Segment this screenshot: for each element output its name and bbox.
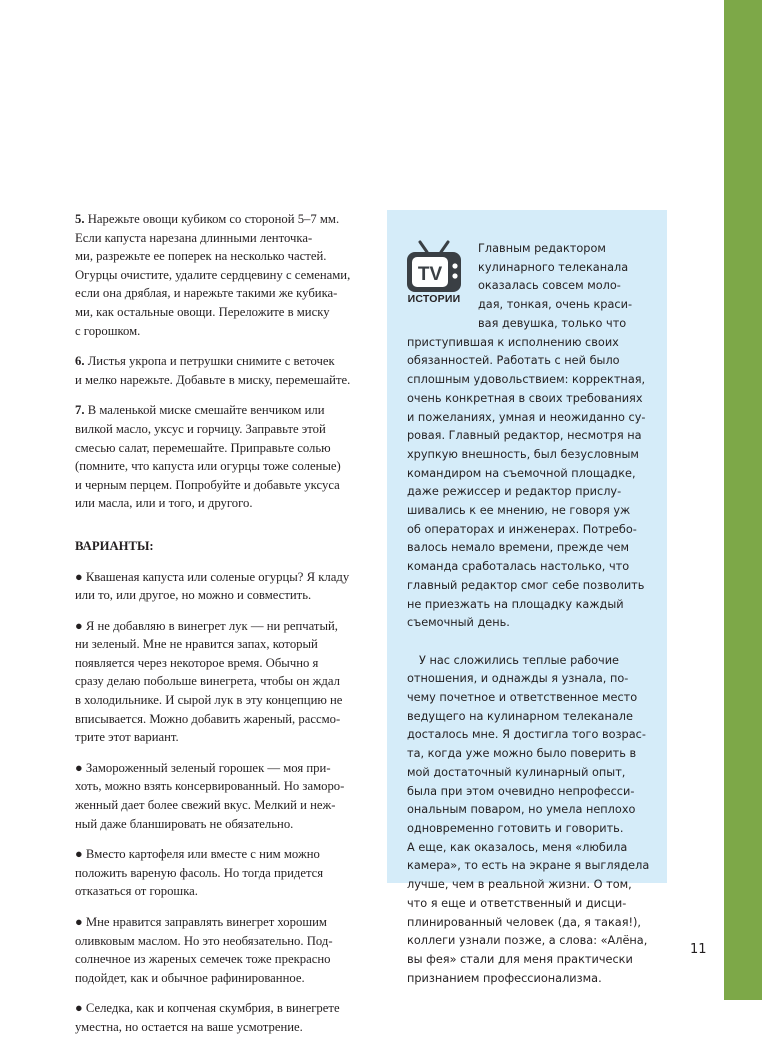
- step-5: [75, 210, 367, 340]
- variant-item: ● Я не добавляю в винегрет лук — ни репчатый, ни зеленый. Мне не нравится запах, который появляется через некоторое время. Обычно я сразу делаю побольше винегрета, чтобы он ждал в холодильнике. И сырой лук в эту концепцию не вписывается. Можно добавить жареный, рассмо- трите этот вариант.: [75, 618, 343, 745]
- sidebar-paragraph: приступившая к исполнению своих обязанностей. Работать с ней было сплошным удовольствием: корректная, очень конкретная в своих требованиях и пожеланиях, умная и неожиданно су- ровая. Главный редактор, несмотря на хрупкую внешность, был безусловным командиром на съемочной площадке, даже режиссер и редактор прислу- шивались к ее мнению, не говоря уж об операторах и инженерах. Потребо- валось немало времени, прежде чем команда сработалась настолько, что главный редактор смог себе позволить не приезжать на площадку каждый съемочный день.: [407, 335, 646, 630]
- recipe-steps-column: [75, 210, 367, 1049]
- page-number: 11: [690, 942, 707, 957]
- tv-logo-caption: ИСТОРИИ: [407, 293, 461, 305]
- variant-item: ● Селедка, как и копченая скумбрия, в винегрете уместна, но остается на ваше усмотрение.: [75, 1001, 340, 1034]
- variant-item: ● Вместо картофеля или вместе с ним можно положить вареную фасоль. Но тогда придется отказаться от горошка.: [75, 847, 324, 899]
- sidebar-body: [407, 315, 669, 1007]
- sidebar-intro: Главным редактором кулинарного телеканала оказалась совсем моло- дая, тонкая, очень краси- вая девушка, только что: [478, 242, 633, 330]
- sidebar-paragraph: У нас сложились теплые рабочие отношения, и однажды я узнала, по- чему почетное и ответственное место ведущего на кулинарном телеканале досталось мне. Я достигла того возрас- та, когда уже можно было поверить в мой достаточный кулинарный опыт, была при этом очевидно непрофесси- ональным поваром, но умела неплохо одновременно готовить и говорить. А еще, как оказалось, меня «любила камера», то есть на экране я выглядела лучше, чем в реальной жизни. О том, что я еще и ответственный и дисци- плинированный человек (да, я такая!), коллеги узнали позже, а слова: «Алёна, вы фея» стали для меня практически признанием профессионализма.: [407, 653, 650, 985]
- tv-logo-text: TV: [417, 264, 443, 285]
- step-7: [75, 401, 367, 513]
- page-edge-bar: [724, 0, 762, 1000]
- step-text: В маленькой миске смешайте венчиком или вилкой масло, уксус и горчицу. Заправьте этой смесью салат, перемешайте. Приправьте солью (помните, что капуста или огурцы тоже соленые) и черным перцем. Попробуйте и добавьте уксуса или масла, или и того, и другого.: [75, 403, 341, 511]
- step-text: Нарежьте овощи кубиком со стороной 5–7 мм. Если капуста нарезана длинными ленточка- ми, разрежьте ее поперек на несколько частей. Огурцы очистите, удалите сердцевину с семенами, если она дряблая, и нарежьте такими же кубика- ми, как остальные овощи. Переложите в миску с горошком.: [75, 212, 351, 338]
- variants-heading: ВАРИАНТЫ:: [75, 538, 154, 553]
- variant-item: ● Замороженный зеленый горошек — моя при- хоть, можно взять консервированный. Но заморо- женный дает более свежий вкус. Мелкий и неж- ный даже бланшировать не обязательно.: [75, 760, 345, 831]
- step-number: 5.: [75, 212, 85, 226]
- step-number: 6.: [75, 354, 85, 369]
- step-text: Листья укропа и петрушки снимите с веточек и мелко нарежьте. Добавьте в миску, перемешайте.: [75, 354, 351, 387]
- variant-item: ● Квашеная капуста или соленые огурцы? Я кладу или то, или другое, но можно и совместить.: [75, 569, 350, 603]
- variant-item: ● Мне нравится заправлять винегрет хорошим оливковым маслом. Но это необязательно. Под- солнечное из жареных семечек тоже прекрасно подойдет, как и обычное рафинированное.: [75, 915, 333, 985]
- step-6: [75, 352, 367, 389]
- step-number: 7.: [75, 403, 85, 418]
